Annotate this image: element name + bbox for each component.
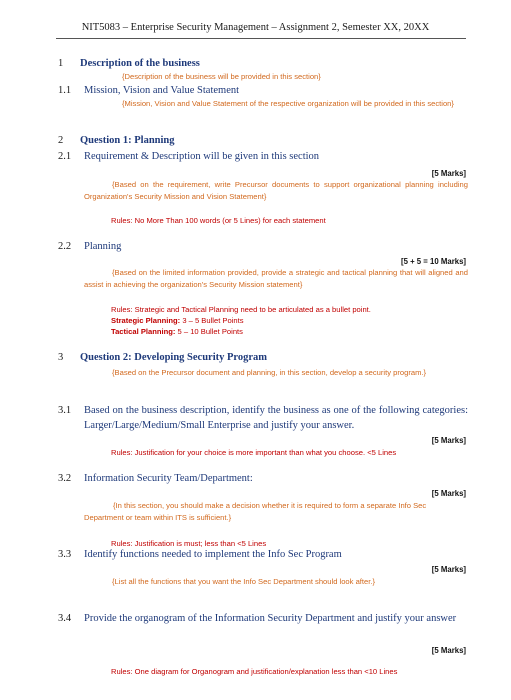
rules-text: Rules: No More Than 100 words (or 5 Lines) for each statement (111, 216, 326, 225)
subsection-number: 3.1 (58, 405, 72, 416)
subsection-text: Based on the business description, identify the business as one of the following categories: Larger/Large/Medium/Small Enterprise and justify your answer. (84, 405, 468, 431)
header-rule (56, 38, 466, 39)
section-number: 3 (58, 352, 64, 363)
section-number: 1 (58, 58, 64, 69)
section-note: {Description of the business will be provided in this section} (122, 72, 321, 81)
section-note: {Based on the Precursor document and planning, in this section, develop a security program.} (112, 368, 427, 377)
marks-label: [5 Marks] (431, 489, 466, 498)
strategic-label: Strategic Planning: (111, 316, 181, 325)
subsection-text: Provide the organogram of the Information Security Department and justify your answer (84, 613, 457, 624)
document-header: NIT5083 – Enterprise Security Management – Assignment 2, Semester XX, 20XX (81, 22, 430, 33)
marks-label: [5 Marks] (431, 646, 466, 655)
subsection-note: {In this section, you should make a decision whether it is required to form a separate Info Sec Department or team within ITS is sufficient.} (84, 501, 427, 522)
strategic-planning-rule (111, 315, 451, 326)
subsection-title: Planning (84, 241, 122, 252)
rules-text: Rules: Strategic and Tactical Planning need to be articulated as a bullet point. (111, 305, 371, 314)
subsection-number: 2.1 (58, 151, 72, 162)
subsection-title: Mission, Vision and Value Statement (84, 85, 240, 96)
subsection-number: 3.4 (58, 613, 72, 624)
subsection-title: Information Security Team/Department: (84, 473, 253, 484)
subsection-note: {Based on the limited information provided, provide a strategic and tactical planning that will aligned and assist in achieving the organization's Security Mission statement} (84, 268, 468, 289)
marks-label: [5 Marks] (431, 565, 466, 574)
rules-text: Rules: One diagram for Organogram and justification/explanation less than <10 Lines (111, 667, 398, 676)
subsection-number: 1.1 (58, 85, 72, 96)
tactical-label: Tactical Planning: (111, 327, 176, 336)
rules-text: Rules: Justification for your choice is more important than what you choose. <5 Lines (111, 448, 397, 457)
subsection-number: 3.3 (58, 549, 72, 560)
section-title: Question 2: Developing Security Program (80, 352, 268, 363)
subsection-title: Requirement & Description will be given in this section (84, 151, 320, 162)
subsection-note: {Based on the requirement, write Precursor documents to support organizational planning including Organization's Security Mission and Vision Statement} (84, 180, 468, 201)
tactical-planning-rule (111, 326, 451, 337)
strategic-value: 3 – 5 Bullet Points (180, 316, 244, 325)
subsection-number: 2.2 (58, 241, 72, 252)
tactical-value: 5 – 10 Bullet Points (175, 327, 243, 336)
subsection-title: Identify functions needed to implement the Info Sec Program (84, 549, 342, 560)
subsection-note: {List all the functions that you want the Info Sec Department should look after.} (112, 577, 375, 586)
subsection-note: {Mission, Vision and Value Statement of the respective organization will be provided in this section} (122, 99, 454, 108)
subsection-number: 3.2 (58, 473, 72, 484)
marks-label: [5 + 5 = 10 Marks] (400, 257, 466, 266)
section-title: Question 1: Planning (80, 135, 175, 146)
marks-label: [5 Marks] (431, 436, 466, 445)
section-number: 2 (58, 135, 64, 146)
section-title: Description of the business (80, 58, 200, 69)
marks-label: [5 Marks] (431, 169, 466, 178)
rules-text: Rules: Justification is must; less than <5 Lines (111, 539, 267, 548)
